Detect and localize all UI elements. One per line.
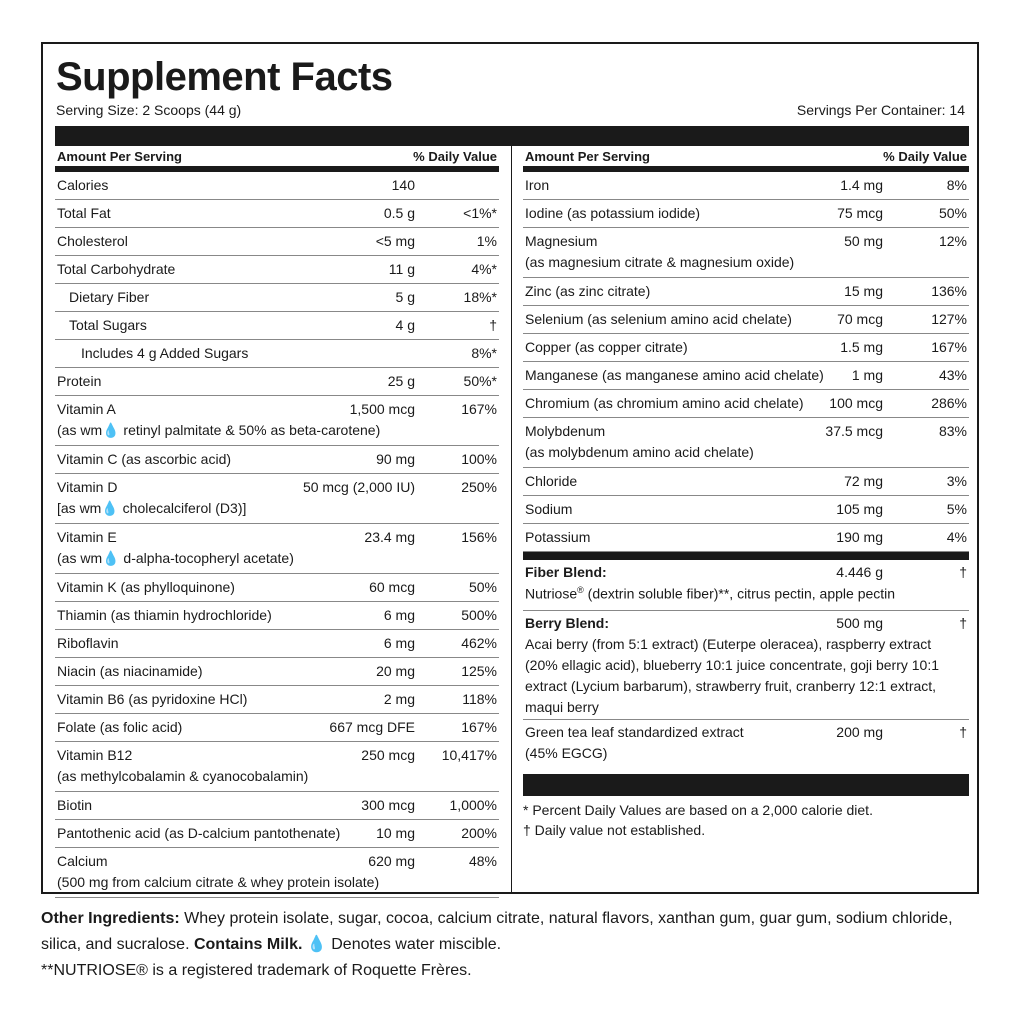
nutrient-name: Vitamin B12 [57,747,133,763]
nutrient-row [523,418,969,468]
nutrient-daily-value: 286% [931,395,967,411]
nutrient-row [55,524,499,574]
nutrient-daily-value: 43% [938,367,967,383]
nutrient-source: (500 mg from calcium citrate & whey protein isolate) [57,874,380,890]
nutrient-daily-value: 156% [461,529,497,545]
footnote-percent-dv: * Percent Daily Values are based on a 2,000 calorie diet. [523,802,873,818]
nutrient-row [55,172,499,200]
nutrient-amount: 5 g [395,289,415,305]
nutrient-daily-value: 10,417% [441,747,497,763]
nutrient-row [523,228,969,278]
nutrient-name: Iron [525,177,550,193]
nutrient-name: Molybdenum [525,423,606,439]
nutrient-row [523,468,969,496]
nutrient-name: Vitamin A [57,401,116,417]
column-separator [511,146,512,892]
nutrient-daily-value: 83% [938,423,967,439]
nutrient-amount: 50 mg [844,233,883,249]
nutrient-name: Zinc (as zinc citrate) [525,283,651,299]
nutrient-row [55,630,499,658]
amount-per-serving-label: Amount Per Serving [57,149,182,164]
nutrient-row [55,368,499,396]
contains-milk: Contains Milk. [193,936,303,953]
nutrient-name: Includes 4 g Added Sugars [81,345,249,361]
nutrient-amount: 60 mcg [369,579,415,595]
nutrient-row [55,658,499,686]
nutrient-daily-value: 4% [946,529,967,545]
nutrient-amount: 2 mg [383,691,415,707]
nutrient-row [523,362,969,390]
footnote-divider-bar [523,774,969,796]
right-column-header [523,146,969,172]
footnote-dagger: † Daily value not established. [523,822,706,838]
nutrient-daily-value: 250% [461,479,497,495]
panel-title: Supplement Facts [56,55,393,99]
berry-blend-line: Acai berry (from 5:1 extract) (Euterpe oleracea), raspberry extract [525,636,932,652]
daily-value-label: % Daily Value [883,149,967,164]
nutrient-daily-value: 12% [938,233,967,249]
nutrient-amount: 667 mcg DFE [329,719,415,735]
nutrient-row [55,714,499,742]
nutrient-name: Chloride [525,473,578,489]
nutrient-daily-value: 500% [461,607,497,623]
berry-blend-line: (20% ellagic acid), blueberry 10:1 juice concentrate, goji berry 10:1 [525,657,940,673]
nutrient-amount: 37.5 mcg [825,423,883,439]
nutrient-source: (as wm💧 d-alpha-tocopheryl acetate) [57,550,294,566]
nutrient-daily-value: <1%* [463,205,497,221]
berry-blend-amount: 500 mg [836,615,883,631]
nutrient-row [523,334,969,362]
nutrient-row [523,278,969,306]
berry-blend-line: extract (Lycium barbarum), strawberry fruit, cranberry 12:1 extract, [525,678,937,694]
nutrient-amount: 20 mg [376,663,415,679]
nutrient-name: Calories [57,177,109,193]
nutrient-name: Total Fat [57,205,111,221]
nutrient-name: Total Carbohydrate [57,261,176,277]
nutrient-amount: 250 mcg [361,747,415,763]
nutrient-daily-value: 462% [461,635,497,651]
trademark-note: **NUTRIOSE® is a registered trademark of Roquette Frères. [41,962,472,979]
supplement-facts-panel [41,42,979,894]
nutrient-source: (as magnesium citrate & magnesium oxide) [525,254,795,270]
nutrient-name: Vitamin B6 (as pyridoxine HCl) [57,691,248,707]
nutrient-amount: 1.4 mg [840,177,883,193]
nutrient-name: Copper (as copper citrate) [525,339,688,355]
nutrient-name: Selenium (as selenium amino acid chelate) [525,311,792,327]
nutrient-amount: <5 mg [375,233,415,249]
nutrient-amount: 1.5 mg [840,339,883,355]
nutrient-name: Biotin [57,797,93,813]
nutrient-daily-value: 136% [931,283,967,299]
nutrient-name: Riboflavin [57,635,119,651]
nutrient-name: Cholesterol [57,233,128,249]
nutrient-amount: 11 g [388,261,415,277]
nutrient-daily-value: 200% [461,825,497,841]
nutrient-daily-value: 18%* [463,289,497,305]
nutrient-daily-value: 167% [461,719,497,735]
nutrient-amount: 90 mg [376,451,415,467]
nutrient-name: Pantothenic acid (as D-calcium pantothenate) [57,825,341,841]
nutrient-row [55,742,499,792]
nutrient-daily-value: 1% [476,233,497,249]
berry-blend-dv: † [959,615,967,631]
nutrient-name: Sodium [525,501,573,517]
other-ingredients-label: Other Ingredients: [41,910,180,927]
nutrient-name: Calcium [57,853,108,869]
nutrient-amount: 25 g [387,373,415,389]
nutrient-name: Vitamin C (as ascorbic acid) [57,451,232,467]
nutrient-row [55,474,499,524]
nutrient-row [55,792,499,820]
berry-blend [523,611,969,719]
nutrient-daily-value: 8% [946,177,967,193]
serving-size: Serving Size: 2 Scoops (44 g) [56,102,242,118]
nutrient-daily-value: 50%* [463,373,497,389]
nutrient-row [55,284,499,312]
nutrient-daily-value: 127% [931,311,967,327]
nutrient-row [55,820,499,848]
nutrient-name: Dietary Fiber [69,289,150,305]
nutrient-amount: 4 g [395,317,415,333]
nutrient-daily-value: 8%* [471,345,497,361]
green-tea-name: Green tea leaf standardized extract [525,724,744,740]
nutrient-row [55,848,499,898]
nutrient-source: (as methylcobalamin & cyanocobalamin) [57,768,309,784]
nutrient-name: Folate (as folic acid) [57,719,183,735]
nutrient-name: Potassium [525,529,591,545]
blend-divider-bar [523,552,969,560]
nutrient-name: Iodine (as potassium iodide) [525,205,701,221]
left-column-header [55,146,499,172]
nutrient-source: [as wm💧 cholecalciferol (D3)] [57,500,247,516]
nutrient-amount: 0.5 g [383,205,415,221]
nutrient-name: Protein [57,373,102,389]
servings-per-container: Servings Per Container: 14 [796,102,965,118]
nutrient-daily-value: 48% [468,853,497,869]
fiber-blend [523,560,969,610]
nutrient-amount: 15 mg [844,283,883,299]
nutrient-row [55,312,499,340]
nutrient-row [55,574,499,602]
nutrient-daily-value: 5% [946,501,967,517]
nutrient-name: Vitamin E [57,529,117,545]
nutrient-amount: 72 mg [844,473,883,489]
other-ingredients-text: Other Ingredients: Whey protein isolate, sugar, cocoa, calcium citrate, natural flavors, xanthan gum, guar gum, sodium chloride, silica, and sucralose. Contains Milk. 💧 Denotes water miscible. [41,910,953,953]
nutrient-name: Manganese (as manganese amino acid chelate) [525,367,824,383]
amount-per-serving-label: Amount Per Serving [525,149,650,164]
fiber-blend-name: Fiber Blend: [525,564,607,580]
nutrient-amount: 1,500 mcg [349,401,415,417]
nutrient-row [55,396,499,446]
nutrient-amount: 70 mcg [837,311,883,327]
nutrient-amount: 23.4 mg [364,529,415,545]
nutrient-daily-value: 167% [931,339,967,355]
nutrient-row [55,686,499,714]
nutrient-row [523,200,969,228]
nutrient-row [55,446,499,474]
other-ingredients [41,906,981,984]
nutrient-amount: 620 mg [368,853,415,869]
nutrient-row [55,602,499,630]
fiber-blend-ingredients: Nutriose® (dextrin soluble fiber)**, citrus pectin, apple pectin [525,585,896,602]
nutrient-daily-value: 4%* [471,261,497,277]
nutrient-amount: 140 [391,177,415,193]
nutrient-source: (as molybdenum amino acid chelate) [525,444,754,460]
nutrient-daily-value: 50% [938,205,967,221]
nutrient-name: Chromium (as chromium amino acid chelate) [525,395,804,411]
nutrient-daily-value: † [489,317,497,333]
nutrient-daily-value: 50% [468,579,497,595]
nutrient-daily-value: 118% [462,691,497,707]
nutrient-row [523,524,969,552]
nutrient-row [55,256,499,284]
nutrient-amount: 1 mg [851,367,883,383]
nutrient-name: Total Sugars [69,317,147,333]
nutrient-row [523,306,969,334]
green-tea-sub: (45% EGCG) [525,745,608,761]
fiber-blend-dv: † [959,564,967,580]
nutrient-row [55,200,499,228]
nutrient-row [523,172,969,200]
nutrient-source: (as wm💧 retinyl palmitate & 50% as beta-carotene) [57,422,381,438]
berry-blend-name: Berry Blend: [525,615,610,631]
nutrient-name: Thiamin (as thiamin hydrochloride) [57,607,272,623]
nutrient-amount: 100 mcg [829,395,883,411]
green-tea-dv: † [959,724,967,740]
nutrient-amount: 6 mg [383,635,415,651]
nutrient-amount: 190 mg [836,529,883,545]
daily-value-label: % Daily Value [413,149,497,164]
nutrient-daily-value: 125% [461,663,497,679]
berry-blend-line: maqui berry [525,699,599,715]
green-tea-extract [523,720,969,768]
nutrient-daily-value: 100% [461,451,497,467]
nutrient-amount: 105 mg [836,501,883,517]
nutrient-daily-value: 167% [461,401,497,417]
right-column [523,146,969,838]
nutrient-row [523,496,969,524]
fiber-blend-amount: 4.446 g [836,564,883,580]
left-column [55,146,499,898]
nutrient-amount: 300 mcg [361,797,415,813]
nutrient-row [55,228,499,256]
nutrient-name: Magnesium [525,233,598,249]
nutrient-daily-value: 3% [946,473,967,489]
water-drop-icon: 💧 [306,936,327,953]
green-tea-amount: 200 mg [836,724,883,740]
nutrient-amount: 6 mg [383,607,415,623]
nutrient-name: Vitamin D [57,479,118,495]
nutrient-row [55,340,499,368]
nutrient-name: Vitamin K (as phylloquinone) [57,579,235,595]
nutrient-amount: 10 mg [376,825,415,841]
nutrient-daily-value: 1,000% [449,797,497,813]
nutrient-name: Niacin (as niacinamide) [57,663,203,679]
nutrient-amount: 50 mcg (2,000 IU) [302,479,415,495]
title-divider-bar [55,126,969,146]
nutrient-amount: 75 mcg [837,205,883,221]
nutrient-row [523,390,969,418]
